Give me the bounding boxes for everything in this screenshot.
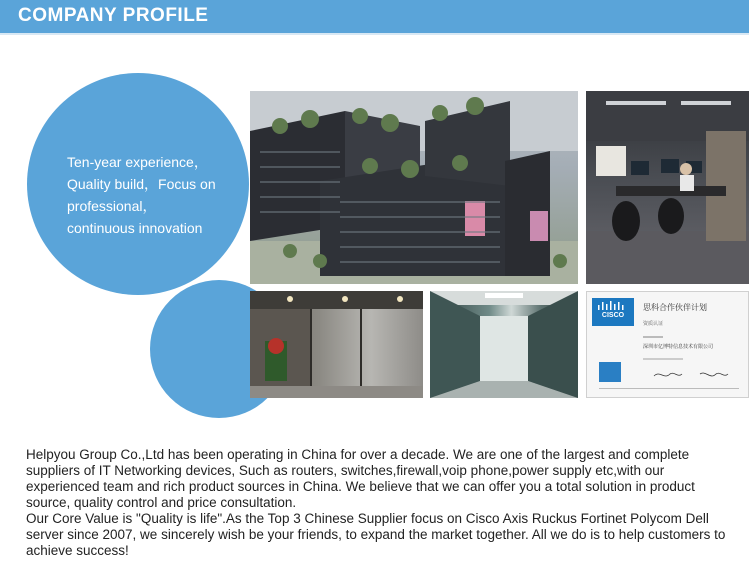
certificate-line xyxy=(643,336,663,338)
slogan-line: Quality build，Focus on xyxy=(67,176,216,192)
header-divider xyxy=(0,33,749,35)
certificate-subtitle: 资质认证 xyxy=(643,321,664,327)
header-bar xyxy=(0,0,749,33)
building-model-illustration xyxy=(250,91,578,284)
office-photo xyxy=(586,91,749,284)
certificate-title: 思科合作伙伴计划 xyxy=(643,303,707,312)
building-model-photo xyxy=(250,91,578,284)
slogan-line: Ten-year experience， xyxy=(67,154,208,170)
cisco-logo-text: CISCO xyxy=(601,312,625,319)
description-paragraph: Our Core Value is "Quality is life".As the Top 3 Chinese Supplier focus on Cisco Axis Ruckus Fortinet Polycom Dell server since 2007, we sincerely wish be your friends, to expand the market together. All we do is to help customers to achieve success! xyxy=(26,511,726,558)
page-title: COMPANY PROFILE xyxy=(18,5,209,26)
certificate-company: 深圳市亿博特信息技术有限公司 xyxy=(643,344,714,350)
office-illustration xyxy=(586,91,749,284)
glass-wall-illustration xyxy=(250,291,423,398)
office-glass-photo xyxy=(250,291,423,398)
cisco-logo xyxy=(592,298,634,326)
corridor-illustration xyxy=(430,291,578,398)
certificate-footer-line xyxy=(599,388,739,389)
cisco-bars-icon xyxy=(592,298,634,312)
signatures xyxy=(652,368,732,382)
slogan-line: continuous innovation xyxy=(67,220,203,236)
certificate-line xyxy=(643,358,683,360)
cisco-certificate xyxy=(586,291,749,398)
corridor-photo xyxy=(430,291,578,398)
description-paragraph: Helpyou Group Co.,Ltd has been operating in China for over a decade. We are one of the largest and complete suppliers of IT Networking devices, Such as routers, switches,firewall,voip phone,power supply etc,with our experienced team and rich product sources in China. We believe that we can offer you a total solution in product source, quality control and price consultation. xyxy=(26,447,695,510)
slogan-text xyxy=(67,151,237,239)
company-description xyxy=(26,447,738,559)
slogan-line: professional， xyxy=(67,198,157,214)
partner-badge xyxy=(599,362,621,382)
